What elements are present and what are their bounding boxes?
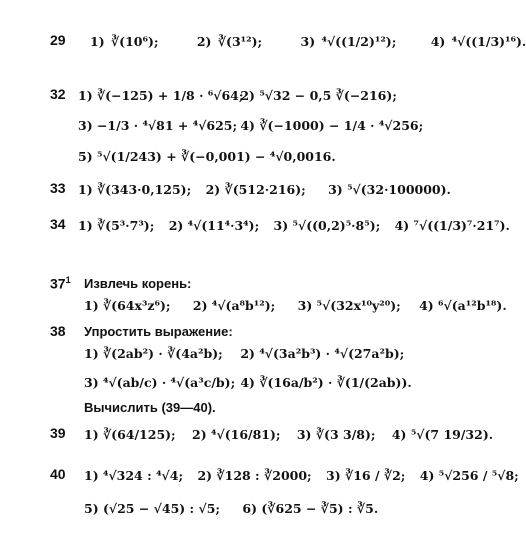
- problem-38-title: Упростить выражение:: [84, 324, 233, 339]
- problem-number-34: 34: [50, 216, 66, 232]
- problem-37-number-text: 37: [50, 275, 66, 292]
- problem-32-item-3: 3) −1/3 · ⁴√81 + ⁴√625;: [78, 118, 238, 133]
- problem-33-row: [78, 181, 451, 197]
- problem-37-title: Извлечь корень:: [84, 276, 192, 291]
- problem-32-item-2: 2) ⁵√32 − 0,5 ∛(−216);: [240, 88, 397, 103]
- problem-38-item-2: 2) ⁴√(3a²b³) · ⁴√(27a²b);: [240, 346, 405, 361]
- problem-29-row: [90, 33, 526, 49]
- problem-39-item-3: 3) ∛(3 3/8);: [296, 427, 376, 442]
- problem-40-item-3: 3) ∛16 / ∛2;: [326, 468, 406, 483]
- problem-34-item-4: 4) ⁷√((1/3)⁷·21⁷).: [394, 218, 510, 233]
- problem-39-item-1: 1) ∛(64/125);: [84, 427, 176, 442]
- problem-37-item-1: 1) ∛(64x³z⁶);: [84, 298, 171, 313]
- problem-29-item-1: 1) ∛(10⁶);: [90, 34, 159, 49]
- problem-29-item-3: 3) ⁴√((1/2)¹²);: [300, 34, 397, 49]
- problem-number-32: 32: [50, 86, 66, 102]
- problem-40-line-1: [84, 467, 519, 483]
- problem-39-item-2: 2) ⁴√(16/81);: [192, 427, 281, 442]
- problem-29-item-2: 2) ∛(3¹²);: [196, 34, 263, 49]
- problem-40-item-5: 5) (√25 − √45) : √5;: [84, 501, 221, 516]
- problem-number-33: 33: [50, 180, 66, 196]
- problem-37-item-3: 3) ⁵√(32x¹⁰y²⁰);: [297, 298, 401, 313]
- problem-33-item-2: 2) ∛(512·216);: [205, 182, 306, 197]
- problem-32-item-4: 4) ∛(−1000) − 1/4 · ⁴√256;: [240, 118, 424, 133]
- problem-38-item-1: 1) ∛(2ab²) · ∛(4a²b);: [84, 346, 223, 361]
- problem-37-superscript: 1: [65, 275, 71, 285]
- problem-number-29: 29: [50, 32, 66, 48]
- problem-40-item-2: 2) ∛128 : ∛2000;: [197, 468, 312, 483]
- problem-33-item-1: 1) ∛(343·0,125);: [78, 182, 192, 197]
- problem-38-item-4: 4) ∛(16a/b²) · ∛(1/(2ab)).: [240, 375, 412, 390]
- calculate-heading: Вычислить (39—40).: [84, 400, 216, 415]
- problem-number-37: [50, 275, 71, 292]
- problem-number-40: 40: [50, 466, 66, 482]
- problem-39-row: [84, 426, 493, 442]
- problem-39-item-4: 4) ⁵√(7 19/32).: [391, 427, 494, 442]
- problem-32-line-3: [78, 148, 336, 164]
- problem-32-line-1: [78, 87, 397, 103]
- problem-number-39: 39: [50, 425, 66, 441]
- problem-40-item-6: 6) (∛625 − ∛5) : ∛5.: [242, 501, 379, 516]
- problem-33-item-3: 3) ⁵√(32·100000).: [328, 182, 451, 197]
- problem-37-item-4: 4) ⁶√(a¹²b¹⁸).: [419, 298, 507, 313]
- problem-38-line-2: [84, 374, 412, 390]
- problem-34-item-3: 3) ⁵√((0,2)⁵·8⁵);: [273, 218, 381, 233]
- problem-37-row: [84, 297, 507, 313]
- problem-34-item-1: 1) ∛(5³·7³);: [78, 218, 155, 233]
- problem-40-item-1: 1) ⁴√324 : ⁴√4;: [84, 468, 184, 483]
- problem-40-item-4: 4) ⁵√256 / ⁵√8;: [419, 468, 519, 483]
- problem-32-line-2: [78, 117, 423, 133]
- problem-38-line-1: [84, 345, 404, 361]
- problem-34-row: [78, 217, 510, 233]
- problem-32-item-5: 5) ⁵√(1/243) + ∛(−0,001) − ⁴√0,0016.: [78, 149, 336, 164]
- problem-40-line-2: [84, 500, 378, 516]
- problem-38-item-3: 3) ⁴√(ab/c) · ⁴√(a³c/b);: [84, 375, 236, 390]
- problem-37-item-2: 2) ⁴√(a⁸b¹²);: [192, 298, 276, 313]
- problem-34-item-2: 2) ⁴√(11⁴·3⁴);: [168, 218, 260, 233]
- problem-number-38: 38: [50, 323, 66, 339]
- problem-32-item-1: 1) ∛(−125) + 1/8 · ⁶√64;: [78, 88, 244, 103]
- problem-29-item-4: 4) ⁴√((1/3)¹⁶).: [430, 34, 526, 49]
